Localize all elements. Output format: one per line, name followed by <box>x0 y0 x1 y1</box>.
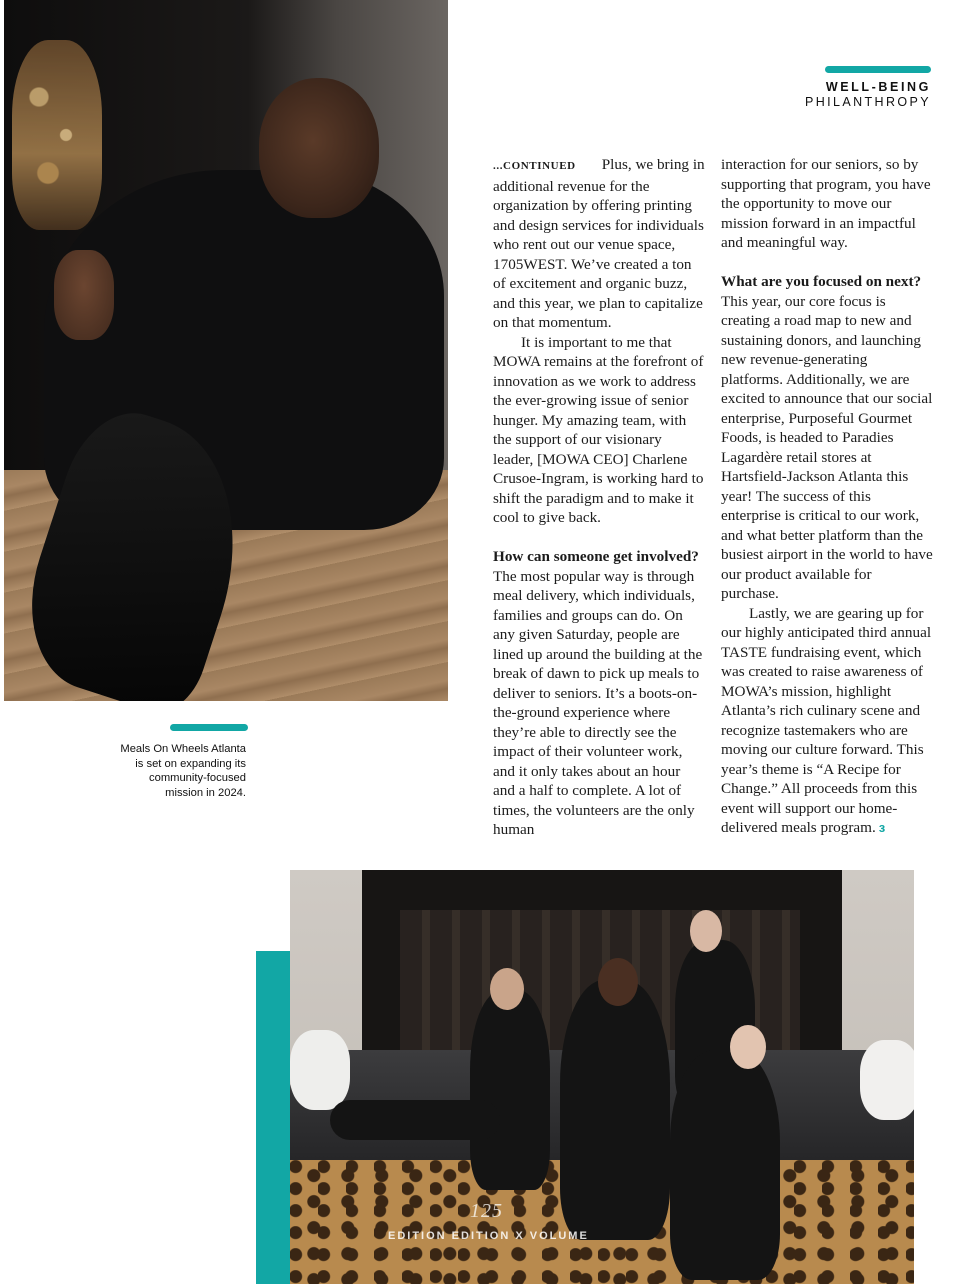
section-accent-bar <box>825 66 931 73</box>
photo-caption: Meals On Wheels Atlanta is set on expanding its community-focused mission in 2024. <box>120 743 246 800</box>
person-face <box>490 968 524 1010</box>
man-head <box>259 78 379 218</box>
article-paragraph: It is important to me that MOWA remains at the forefront of innovation as we work to address the ever-growing issue of senior hunger. My amazing team, with the support of our visionary leader, [MOWA CEO] Charlene Crusoe-Ingram, is working hard to shift the paradigm and to make it cool to give back. <box>493 333 704 526</box>
person-woman-left <box>470 990 550 1190</box>
article-paragraph <box>721 604 933 838</box>
person-face <box>730 1025 766 1069</box>
article-column-left <box>493 155 705 840</box>
section-title: WELL-BEING <box>825 80 931 94</box>
fur-pillow-left <box>290 1030 350 1110</box>
paragraph-text: Lastly, we are gearing up for our highly anticipated third annual TASTE fundraising event, which was created to raise awareness of MOWA’s mission, highlight Atlanta’s rich culinary scene and recognize tastemakers who are moving our culture forward. This year’s theme is “A Recipe for Change.” All proceeds from this event will support our home-delivered meals program. <box>721 604 932 836</box>
article-paragraph: interaction for our seniors, so by supporting that program, you have the opportunity to move our mission forward in an impactful and meaningful way. <box>721 156 931 251</box>
article-paragraph <box>493 155 705 333</box>
person-face <box>598 958 638 1006</box>
sequin-dress-decor <box>12 40 102 230</box>
end-mark-icon: ɜ <box>878 820 886 835</box>
group-photo <box>290 870 914 1284</box>
article-paragraph: This year, our core focus is creating a road map to new and sustaining donors, and launching new revenue-generating platforms. Additionally, we are excited to announce that our social enterprise, Purposeful Gourmet Foods, is headed to Paradies Lagardère retail stores at Hartsfield-Jackson Atlanta this year! The success of this enterprise is critical to our work, and what better platform than the busiest airport in the world to have our product available for purchase. <box>721 292 933 602</box>
continued-label: ...CONTINUED <box>493 160 576 172</box>
person-face <box>690 910 722 952</box>
paragraph-text: Plus, we bring in additional revenue for the organization by offering printing and design services for individuals who rent out our venue space, 1705WEST. We’ve created a ton of excitement and organic buzz, and this year, we plan to capitalize on that momentum. <box>493 156 705 331</box>
article-paragraph: The most popular way is through meal delivery, which individuals, families and groups can do. On any given Saturday, people are lined up around the building at the break of dawn to pick up meals to deliver to seniors. It’s a boots-on-the-ground experience where they’re able to directly see the impact of their volunteer work, and it only takes about an hour and a half to complete. A lot of times, the volunteers are the only human <box>493 567 703 838</box>
fur-pillow-right <box>860 1040 914 1120</box>
interview-question: How can someone get involved? <box>493 548 699 565</box>
section-subtitle: PHILANTHROPY <box>804 95 931 109</box>
article-column-right <box>721 155 933 838</box>
interview-question: What are you focused on next? <box>721 273 922 290</box>
caption-accent-bar <box>170 724 248 731</box>
folio-label: EDITION EDITION X VOLUME <box>388 1230 589 1242</box>
portrait-photo <box>4 0 448 701</box>
boots-legs <box>330 1100 500 1140</box>
page-number: 125 <box>470 1200 503 1222</box>
person-woman-front <box>670 1050 780 1280</box>
person-man-center <box>560 980 670 1240</box>
man-hand <box>54 250 114 340</box>
teal-accent-block <box>256 951 290 1284</box>
